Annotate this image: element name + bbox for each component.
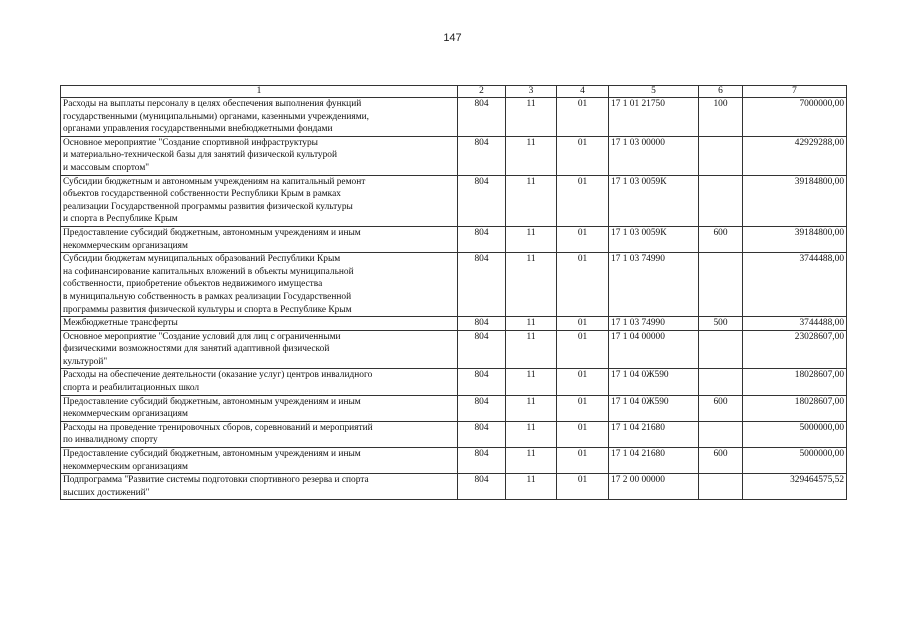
row-ved-cell: 804 [458, 136, 506, 175]
row-amount-cell: 329464575,52 [743, 474, 847, 500]
row-ved-cell: 804 [458, 175, 506, 226]
column-header: 4 [557, 86, 609, 98]
row-subsection-cell: 01 [557, 253, 609, 317]
row-target-article-cell: 17 1 04 21680 [609, 421, 699, 447]
table-row [61, 98, 847, 137]
row-name-cell: Расходы на обеспечение деятельности (оказание услуг) центров инвалидного спорта и реабилитационных школ [61, 369, 458, 395]
row-section-cell: 11 [506, 421, 557, 447]
row-ved-cell: 804 [458, 330, 506, 369]
row-amount-cell: 23028607,00 [743, 330, 847, 369]
column-header: 1 [61, 86, 458, 98]
row-subsection-cell: 01 [557, 395, 609, 421]
row-expense-type-cell: 600 [699, 226, 743, 252]
row-ved-cell: 804 [458, 226, 506, 252]
row-expense-type-cell [699, 421, 743, 447]
row-target-article-cell: 17 1 04 21680 [609, 448, 699, 474]
row-amount-cell: 7000000,00 [743, 98, 847, 137]
table-row [61, 226, 847, 252]
row-subsection-cell: 01 [557, 421, 609, 447]
row-ved-cell: 804 [458, 317, 506, 331]
row-amount-cell: 42929288,00 [743, 136, 847, 175]
row-expense-type-cell [699, 369, 743, 395]
table-row [61, 369, 847, 395]
row-subsection-cell: 01 [557, 369, 609, 395]
row-ved-cell: 804 [458, 253, 506, 317]
column-header: 6 [699, 86, 743, 98]
row-name-cell: Подпрограмма "Развитие системы подготовки спортивного резерва и спорта высших достижений" [61, 474, 458, 500]
row-section-cell: 11 [506, 330, 557, 369]
column-header: 5 [609, 86, 699, 98]
row-expense-type-cell [699, 175, 743, 226]
row-subsection-cell: 01 [557, 98, 609, 137]
row-name-cell: Расходы на выплаты персоналу в целях обеспечения выполнения функций государственными (муниципальными) органами, казенными учреждениями, органами управления государственными внебюджетными фондами [61, 98, 458, 137]
row-subsection-cell: 01 [557, 448, 609, 474]
table-row [61, 317, 847, 331]
row-name-cell: Основное мероприятие "Создание условий для лиц с ограниченными физическими возможностями для занятий адаптивной физической культурой" [61, 330, 458, 369]
column-header: 2 [458, 86, 506, 98]
row-expense-type-cell: 500 [699, 317, 743, 331]
row-name-cell: Предоставление субсидий бюджетным, автономным учреждениям и иным некоммерческим организациям [61, 395, 458, 421]
row-ved-cell: 804 [458, 421, 506, 447]
row-amount-cell: 3744488,00 [743, 253, 847, 317]
row-target-article-cell: 17 1 03 00000 [609, 136, 699, 175]
row-section-cell: 11 [506, 136, 557, 175]
row-amount-cell: 3744488,00 [743, 317, 847, 331]
table-row [61, 395, 847, 421]
row-amount-cell: 18028607,00 [743, 369, 847, 395]
table-row [61, 253, 847, 317]
row-section-cell: 11 [506, 253, 557, 317]
row-section-cell: 11 [506, 448, 557, 474]
budget-table [60, 85, 847, 500]
table-row [61, 330, 847, 369]
row-section-cell: 11 [506, 395, 557, 421]
page-number: 147 [443, 32, 462, 44]
table-header-row [61, 86, 847, 98]
row-name-cell: Субсидии бюджетным и автономным учреждениям на капитальный ремонт объектов государственной собственности Республики Крым в рамках реализации Государственной программы развития физической культуры и спорта в Республике Крым [61, 175, 458, 226]
table-row [61, 421, 847, 447]
row-subsection-cell: 01 [557, 226, 609, 252]
row-section-cell: 11 [506, 98, 557, 137]
column-header: 7 [743, 86, 847, 98]
row-amount-cell: 39184800,00 [743, 175, 847, 226]
row-section-cell: 11 [506, 175, 557, 226]
row-ved-cell: 804 [458, 369, 506, 395]
row-ved-cell: 804 [458, 395, 506, 421]
table-row [61, 448, 847, 474]
row-expense-type-cell [699, 136, 743, 175]
row-target-article-cell: 17 1 04 0Ж590 [609, 369, 699, 395]
table-row [61, 474, 847, 500]
row-target-article-cell: 17 1 03 0059К [609, 175, 699, 226]
row-ved-cell: 804 [458, 98, 506, 137]
row-section-cell: 11 [506, 369, 557, 395]
row-expense-type-cell: 100 [699, 98, 743, 137]
row-target-article-cell: 17 1 03 74990 [609, 317, 699, 331]
row-expense-type-cell: 600 [699, 448, 743, 474]
row-name-cell: Основное мероприятие "Создание спортивной инфраструктуры и материально-технической базы для занятий физической культурой и массовым спортом" [61, 136, 458, 175]
row-subsection-cell: 01 [557, 175, 609, 226]
row-expense-type-cell [699, 330, 743, 369]
row-expense-type-cell: 600 [699, 395, 743, 421]
row-target-article-cell: 17 1 03 74990 [609, 253, 699, 317]
row-target-article-cell: 17 1 04 0Ж590 [609, 395, 699, 421]
row-ved-cell: 804 [458, 448, 506, 474]
row-subsection-cell: 01 [557, 330, 609, 369]
row-expense-type-cell [699, 474, 743, 500]
row-amount-cell: 39184800,00 [743, 226, 847, 252]
row-name-cell: Предоставление субсидий бюджетным, автономным учреждениям и иным некоммерческим организациям [61, 448, 458, 474]
row-name-cell: Субсидии бюджетам муниципальных образований Республики Крым на софинансирование капитальных вложений в объекты муниципальной собственности, приобретение объектов недвижимого имущества в муниципальную собственность в рамках реализации Государственной программы развития физической культуры и спорта в Республике Крым [61, 253, 458, 317]
table-row [61, 175, 847, 226]
row-target-article-cell: 17 1 04 00000 [609, 330, 699, 369]
row-expense-type-cell [699, 253, 743, 317]
row-name-cell: Расходы на проведение тренировочных сборов, соревнований и мероприятий по инвалидному спорту [61, 421, 458, 447]
row-subsection-cell: 01 [557, 474, 609, 500]
row-subsection-cell: 01 [557, 317, 609, 331]
column-header: 3 [506, 86, 557, 98]
row-target-article-cell: 17 1 01 21750 [609, 98, 699, 137]
row-subsection-cell: 01 [557, 136, 609, 175]
row-name-cell: Предоставление субсидий бюджетным, автономным учреждениям и иным некоммерческим организациям [61, 226, 458, 252]
row-section-cell: 11 [506, 474, 557, 500]
row-amount-cell: 18028607,00 [743, 395, 847, 421]
row-name-cell: Межбюджетные трансферты [61, 317, 458, 331]
table-row [61, 136, 847, 175]
row-target-article-cell: 17 1 03 0059К [609, 226, 699, 252]
row-section-cell: 11 [506, 317, 557, 331]
row-amount-cell: 5000000,00 [743, 448, 847, 474]
row-ved-cell: 804 [458, 474, 506, 500]
row-section-cell: 11 [506, 226, 557, 252]
row-target-article-cell: 17 2 00 00000 [609, 474, 699, 500]
row-amount-cell: 5000000,00 [743, 421, 847, 447]
